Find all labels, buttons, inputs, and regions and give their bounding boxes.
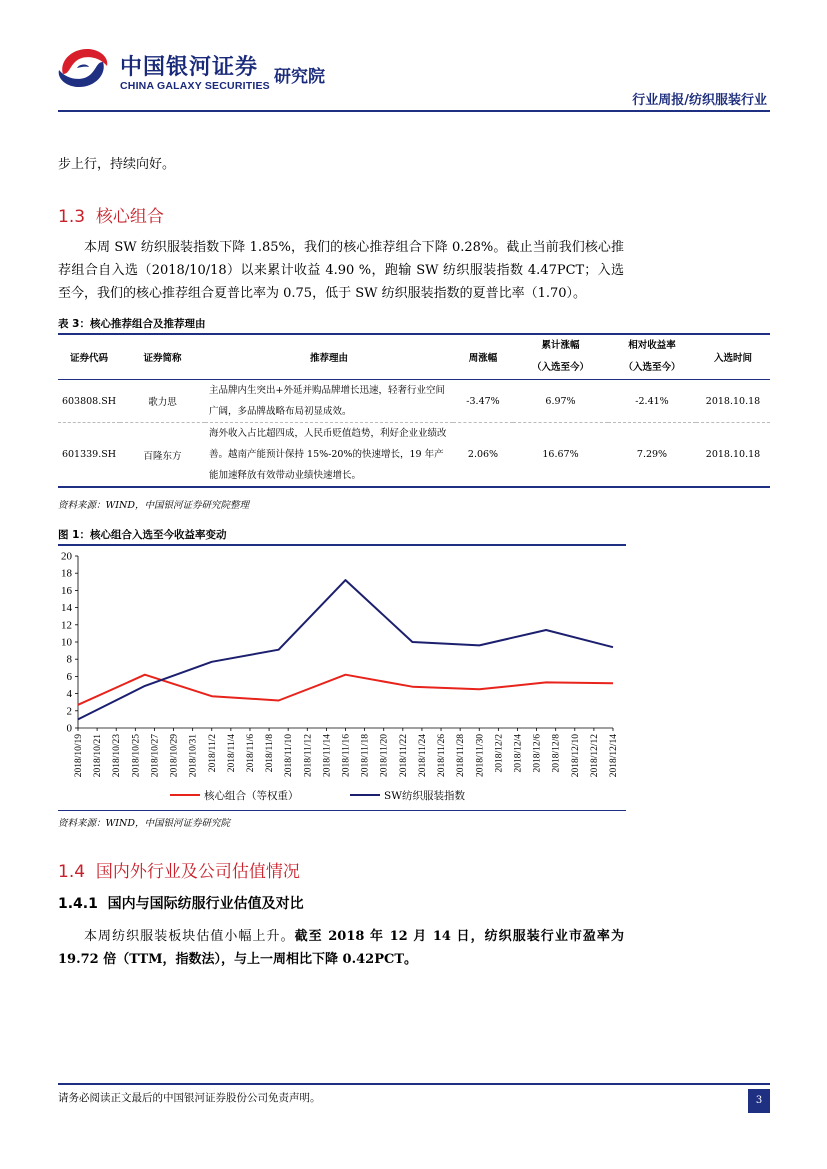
footer-disclaimer: 请务必阅读正文最后的中国银河证券股份公司免责声明。: [58, 1092, 321, 1104]
x-tick-label: 2018/11/18: [360, 734, 371, 777]
table-row: [58, 380, 770, 423]
y-tick-label: 16: [61, 584, 72, 597]
x-tick-label: 2018/10/31: [188, 734, 199, 778]
th-reason: 推荐理由: [309, 353, 348, 364]
section-1-3-paragraph: 本周 SW 纺织服装指数下降 1.85%，我们的核心推荐组合下降 0.28%。截止当前我们核心推荐组合自入选（2018/10/18）以来累计收益 4.90 %，跑输 SW 纺织服装指数 4.47PCT；入选至今，我们的核心推荐组合夏普比率为 0.75，低于 SW 纺织服装指数的夏普比率（1.70）。: [58, 240, 624, 301]
cell-reason: 主品牌内生突出+外延并购品牌增长迅速，轻奢行业空间广阔，多品牌战略布局初显成效。: [209, 385, 445, 417]
figure-1-source: 资料来源：WIND，中国银河证券研究院: [58, 818, 230, 829]
brand-name-cn: 中国银河证券: [120, 55, 259, 80]
th-cum-sub: （入选至今）: [531, 362, 589, 373]
subsection-title: 国内与国际纺服行业估值及对比: [107, 896, 304, 912]
th-weekly: 周涨幅: [468, 353, 498, 364]
th-rel-label: 相对收益率: [628, 340, 676, 351]
cell-rel: 7.29%: [636, 449, 668, 460]
galaxy-logo-icon: [55, 44, 111, 92]
y-tick-label: 10: [61, 636, 72, 649]
th-rel: [608, 335, 696, 380]
y-tick-label: 8: [66, 653, 72, 666]
x-tick-label: 2018/10/21: [93, 734, 104, 778]
x-tick-label: 2018/11/8: [265, 734, 276, 773]
x-tick-label: 2018/12/12: [589, 734, 600, 778]
legend-label: SW纺织服装指数: [384, 790, 465, 802]
table-3-source: 资料来源：WIND，中国银河证券研究院整理: [58, 500, 249, 511]
x-tick-label: 2018/12/4: [513, 734, 524, 773]
cell-cum: 6.97%: [545, 395, 576, 407]
logo: [55, 44, 111, 92]
section-1-4-1-paragraph: [58, 925, 624, 971]
brand-name-en: CHINA GALAXY SECURITIES: [120, 80, 270, 92]
x-tick-label: 2018/11/24: [417, 734, 428, 777]
paragraph-bold: 截至 2018 年 12 月 14 日，纺织服装行业市盈率为 19.72 倍（TTM，指数法），与上一周相比下降 0.42PCT。: [58, 929, 624, 967]
x-tick-label: 2018/11/28: [456, 734, 467, 777]
section-number: 1.3: [58, 207, 86, 227]
cell-weekly: -3.47%: [466, 395, 500, 407]
paragraph-normal: 本周纺织服装板块估值小幅上升。: [84, 929, 295, 944]
section-title: 核心组合: [95, 207, 164, 227]
footer-rule: [58, 1083, 770, 1085]
x-tick-label: 2018/11/6: [245, 734, 256, 773]
intro-line: 步上行，持续向好。: [58, 157, 176, 172]
x-tick-label: 2018/10/29: [169, 734, 180, 778]
table-3: [58, 333, 770, 488]
x-tick-label: 2018/12/2: [494, 734, 505, 773]
x-tick-label: 2018/11/12: [303, 734, 314, 777]
x-tick-label: 2018/10/27: [150, 734, 161, 778]
x-tick-label: 2018/10/23: [112, 734, 123, 778]
y-tick-label: 14: [61, 602, 72, 615]
y-tick-label: 20: [61, 550, 72, 563]
th-date: 入选时间: [713, 353, 752, 364]
cell-date: 2018.10.18: [705, 395, 761, 407]
x-tick-label: 2018/12/10: [570, 734, 581, 778]
report-type: 行业周报/纺织服装行业: [632, 93, 767, 108]
th-name: 证券简称: [143, 353, 182, 364]
series-line: [78, 580, 613, 719]
x-tick-label: 2018/11/22: [398, 734, 409, 777]
y-tick-label: 12: [61, 619, 72, 632]
x-tick-label: 2018/10/25: [131, 734, 142, 778]
cell-name: 百隆东方: [143, 450, 182, 462]
cell-rel: -2.41%: [635, 395, 669, 407]
x-tick-label: 2018/11/26: [437, 734, 448, 777]
section-number: 1.4: [58, 862, 86, 882]
table-row: [58, 423, 770, 487]
x-tick-label: 2018/12/8: [551, 734, 562, 773]
y-tick-label: 0: [66, 722, 72, 735]
cell-cum: 16.67%: [542, 449, 579, 460]
y-tick-label: 18: [61, 567, 72, 580]
y-tick-label: 6: [66, 670, 72, 683]
series-line: [78, 675, 613, 705]
cell-weekly: 2.06%: [467, 449, 499, 460]
cell-code: 603808.SH: [61, 395, 117, 407]
header-rule: [58, 110, 770, 112]
x-tick-label: 2018/11/20: [379, 734, 390, 777]
page-number: 3: [748, 1089, 770, 1113]
section-1-3-heading: [58, 202, 164, 227]
section-1-4-heading: [58, 857, 300, 882]
x-tick-label: 2018/11/14: [322, 734, 333, 777]
x-tick-label: 2018/12/6: [532, 734, 543, 773]
th-cum: [513, 335, 608, 380]
section-title: 国内外行业及公司估值情况: [95, 862, 300, 882]
figure-1-bottom-rule: [58, 810, 626, 811]
th-cum-label: 累计涨幅: [541, 340, 580, 351]
x-tick-label: 2018/11/16: [341, 734, 352, 777]
x-tick-label: 2018/11/2: [207, 734, 218, 773]
th-code: 证券代码: [69, 353, 108, 364]
cell-date: 2018.10.18: [705, 449, 761, 460]
y-tick-label: 2: [66, 705, 72, 718]
y-tick-label: 4: [66, 688, 72, 701]
table-3-caption: 表 3：核心推荐组合及推荐理由: [58, 318, 206, 330]
x-tick-label: 2018/11/30: [475, 734, 486, 777]
th-rel-sub: （入选至今）: [623, 362, 681, 373]
subsection-number: 1.4.1: [58, 896, 98, 912]
figure-1-caption: 图 1：核心组合入选至今收益率变动: [58, 529, 227, 541]
figure-1-chart: [58, 546, 626, 810]
x-tick-label: 2018/10/19: [74, 734, 84, 778]
x-tick-label: 2018/12/14: [609, 734, 619, 778]
x-tick-label: 2018/11/10: [284, 734, 295, 777]
x-tick-label: 2018/11/4: [226, 734, 237, 773]
legend-label: 核心组合（等权重）: [204, 790, 299, 802]
institute-name: 研究院: [274, 67, 325, 87]
cell-code: 601339.SH: [61, 449, 117, 460]
cell-name: 歌力思: [148, 397, 177, 408]
cell-reason: 海外收入占比超四成，人民币贬值趋势，利好企业业绩改善。越南产能预计保持 15%-20%的快速增长，19 年产能加速释放有效带动业绩快速增长。: [209, 428, 447, 481]
section-1-4-1-heading: [58, 893, 304, 913]
